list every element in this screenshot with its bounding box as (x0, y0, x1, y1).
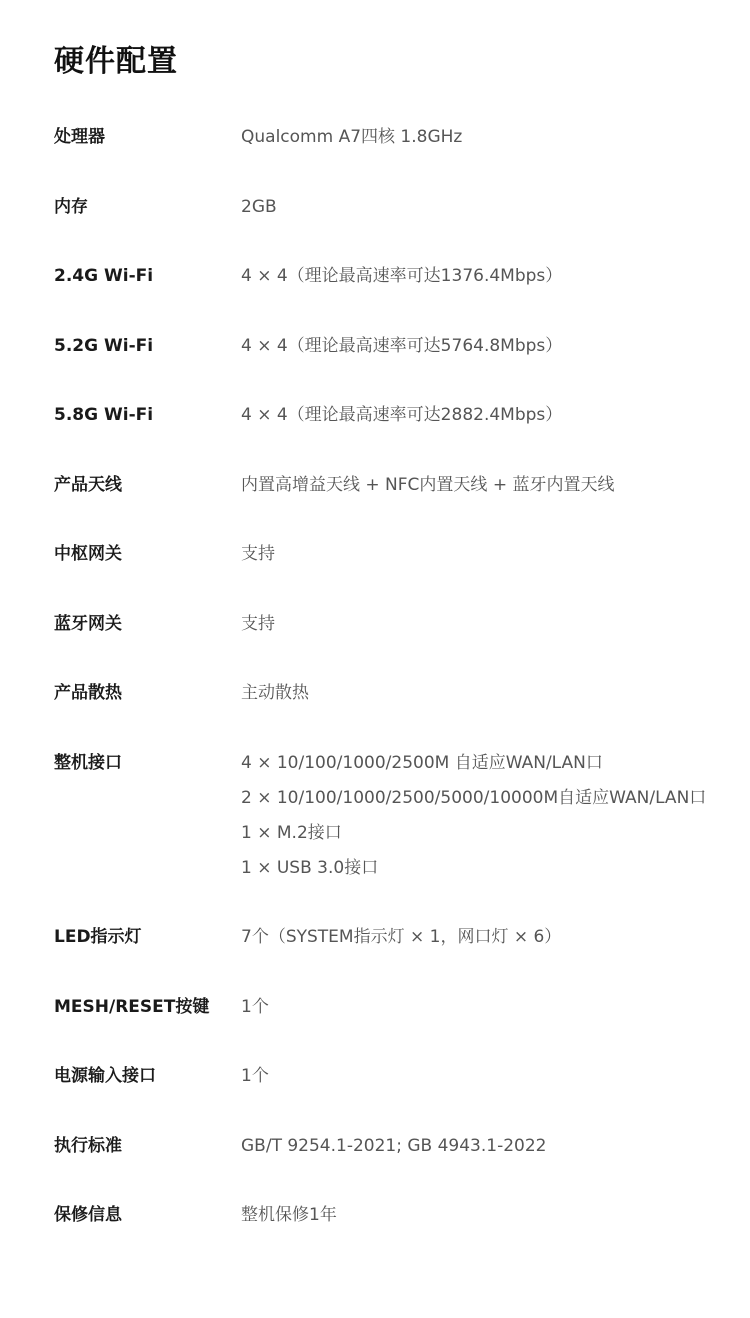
spec-value-line: 1个 (241, 996, 269, 1017)
spec-value (241, 195, 741, 230)
spec-value (241, 473, 741, 508)
spec-value (241, 1064, 741, 1099)
spec-label: 电源输入接口 (54, 1066, 156, 1086)
spec-value-line: 1 × USB 3.0接口 (241, 857, 379, 878)
spec-value-line: 4 × 4（理论最高速率可达1376.4Mbps） (241, 266, 563, 286)
spec-value (241, 264, 741, 299)
spec-value (241, 925, 741, 960)
spec-value-line: 7个（SYSTEM指示灯 × 1，网口灯 × 6） (241, 927, 562, 947)
spec-value-line: 支持 (241, 544, 275, 564)
spec-label: 2.4G Wi-Fi (54, 266, 154, 286)
spec-label: 整机接口 (54, 752, 122, 773)
spec-value (241, 751, 741, 891)
spec-value (241, 403, 741, 438)
spec-value (241, 1203, 741, 1238)
spec-label: 执行标准 (54, 1135, 122, 1156)
spec-value (241, 334, 741, 369)
spec-value-line: 1个 (241, 1066, 269, 1086)
spec-value (241, 542, 741, 577)
spec-value-line: 内置高增益天线 + NFC内置天线 + 蓝牙内置天线 (241, 474, 615, 495)
spec-label: 产品散热 (54, 683, 122, 703)
spec-value (241, 612, 741, 647)
spec-value-line: 4 × 4（理论最高速率可达5764.8Mbps） (241, 335, 563, 356)
spec-label: 5.2G Wi-Fi (54, 335, 154, 356)
spec-label: 蓝牙网关 (54, 613, 122, 634)
spec-label: 处理器 (54, 127, 105, 147)
spec-value-line: 整机保修1年 (241, 1205, 337, 1225)
page-title: 硬件配置 (54, 44, 178, 79)
spec-value-line: 支持 (241, 613, 275, 634)
spec-value-line: 1 × M.2接口 (241, 822, 342, 843)
spec-value-line: GB/T 9254.1-2021; GB 4943.1-2022 (241, 1135, 547, 1156)
spec-value-line: 主动散热 (241, 683, 309, 703)
spec-value (241, 681, 741, 716)
spec-value-line: Qualcomm A7四核 1.8GHz (241, 127, 463, 147)
spec-label: LED指示灯 (54, 927, 142, 947)
spec-label: 产品天线 (54, 474, 122, 495)
spec-label: 内存 (54, 196, 88, 217)
spec-label: 保修信息 (54, 1205, 122, 1225)
spec-value-line: 4 × 4（理论最高速率可达2882.4Mbps） (241, 405, 563, 425)
spec-value (241, 995, 741, 1030)
spec-label: MESH/RESET按键 (54, 996, 210, 1017)
spec-label: 中枢网关 (54, 544, 122, 564)
spec-value-line: 4 × 10/100/1000/2500M 自适应WAN/LAN口 (241, 752, 603, 773)
spec-value-line: 2GB (241, 196, 277, 217)
spec-value (241, 1134, 741, 1169)
spec-value-line: 2 × 10/100/1000/2500/5000/10000M自适应WAN/LAN口 (241, 787, 707, 808)
spec-label: 5.8G Wi-Fi (54, 405, 154, 425)
spec-value (241, 125, 741, 160)
